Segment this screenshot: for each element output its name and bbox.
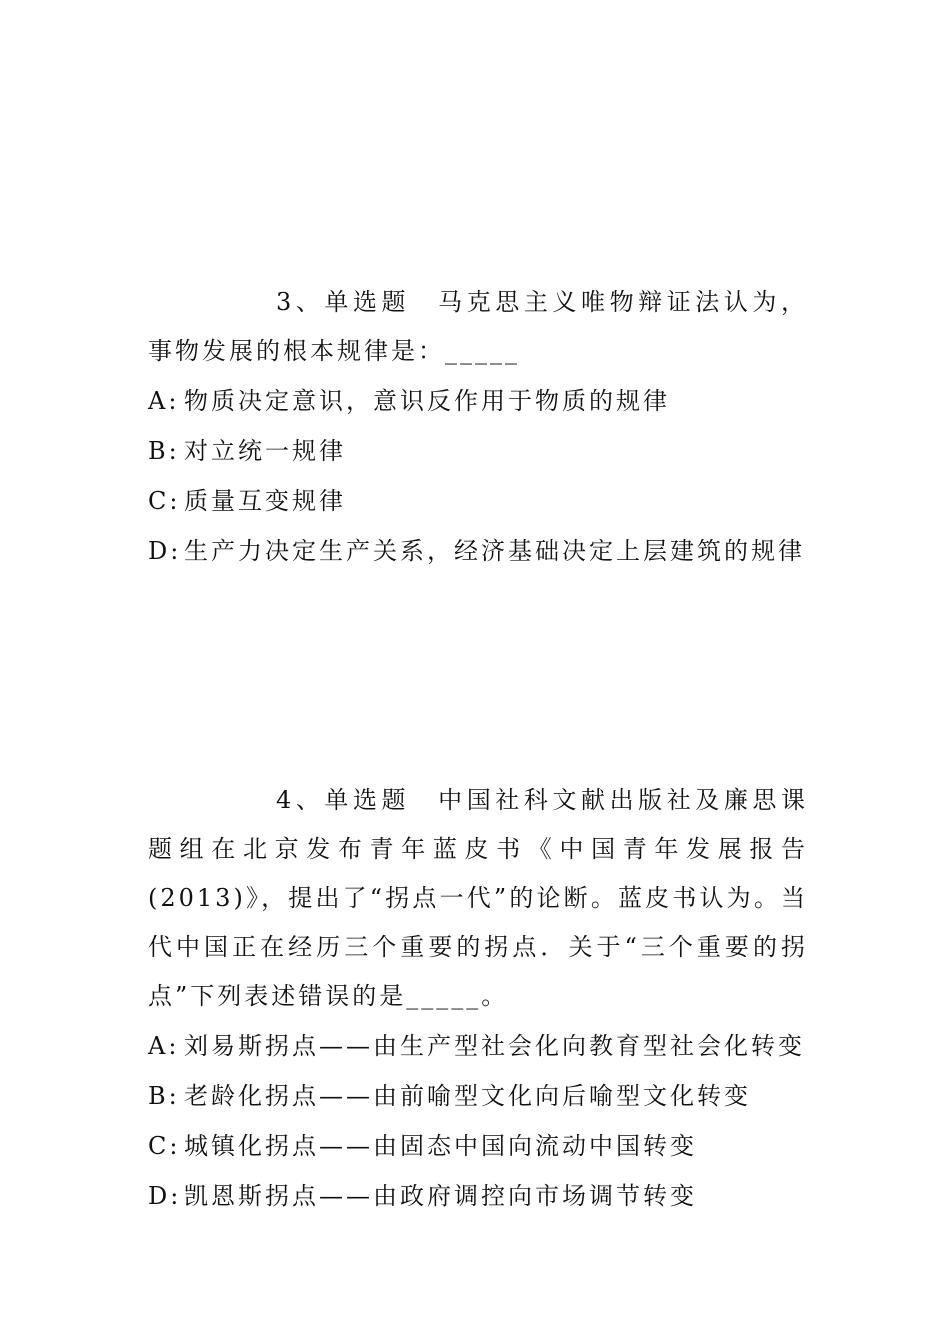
option-text: 生产力决定生产关系，经济基础决定上层建筑的规律 — [184, 537, 805, 565]
option-letter: C: — [148, 1132, 181, 1160]
option-letter: A: — [148, 387, 180, 415]
question-number-type: 3、单选题 — [276, 288, 411, 316]
option-b — [148, 426, 808, 476]
option-letter: D: — [148, 537, 182, 565]
question-3 — [148, 278, 808, 576]
option-b — [148, 1071, 808, 1121]
question-text: 中国社科文献出版社及廉思课题组在北京发布青年蓝皮书《中国青年发展报告(2013)》，提出了“拐点一代”的论断。蓝皮书认为。当代中国正在经历三个重要的拐点．关于“三个重要的拐点”下列表述错误的是_____。 — [148, 786, 808, 1010]
option-d — [148, 1171, 808, 1221]
question-stem — [148, 776, 808, 1021]
option-letter: A: — [148, 1032, 180, 1060]
option-text: 老龄化拐点——由前喻型文化向后喻型文化转变 — [184, 1082, 751, 1110]
option-text: 物质决定意识，意识反作用于物质的规律 — [184, 387, 670, 415]
question-text: 马克思主义唯物辩证法认为，事物发展的根本规律是：_____ — [148, 288, 808, 365]
option-letter: B: — [148, 437, 180, 465]
option-letter: C: — [148, 487, 181, 515]
option-text: 刘易斯拐点——由生产型社会化向教育型社会化转变 — [184, 1032, 805, 1060]
option-list — [148, 1021, 808, 1221]
option-letter: D: — [148, 1182, 182, 1210]
question-number-type: 4、单选题 — [276, 786, 411, 814]
option-a — [148, 376, 808, 426]
question-stem — [148, 278, 808, 376]
option-text: 质量互变规律 — [184, 487, 346, 515]
option-text: 对立统一规律 — [184, 437, 346, 465]
option-c — [148, 476, 808, 526]
option-d — [148, 526, 808, 576]
option-a — [148, 1021, 808, 1071]
option-text: 城镇化拐点——由固态中国向流动中国转变 — [184, 1132, 697, 1160]
option-list — [148, 376, 808, 576]
option-letter: B: — [148, 1082, 180, 1110]
option-c — [148, 1121, 808, 1171]
option-text: 凯恩斯拐点——由政府调控向市场调节转变 — [184, 1182, 697, 1210]
question-4 — [148, 776, 808, 1221]
